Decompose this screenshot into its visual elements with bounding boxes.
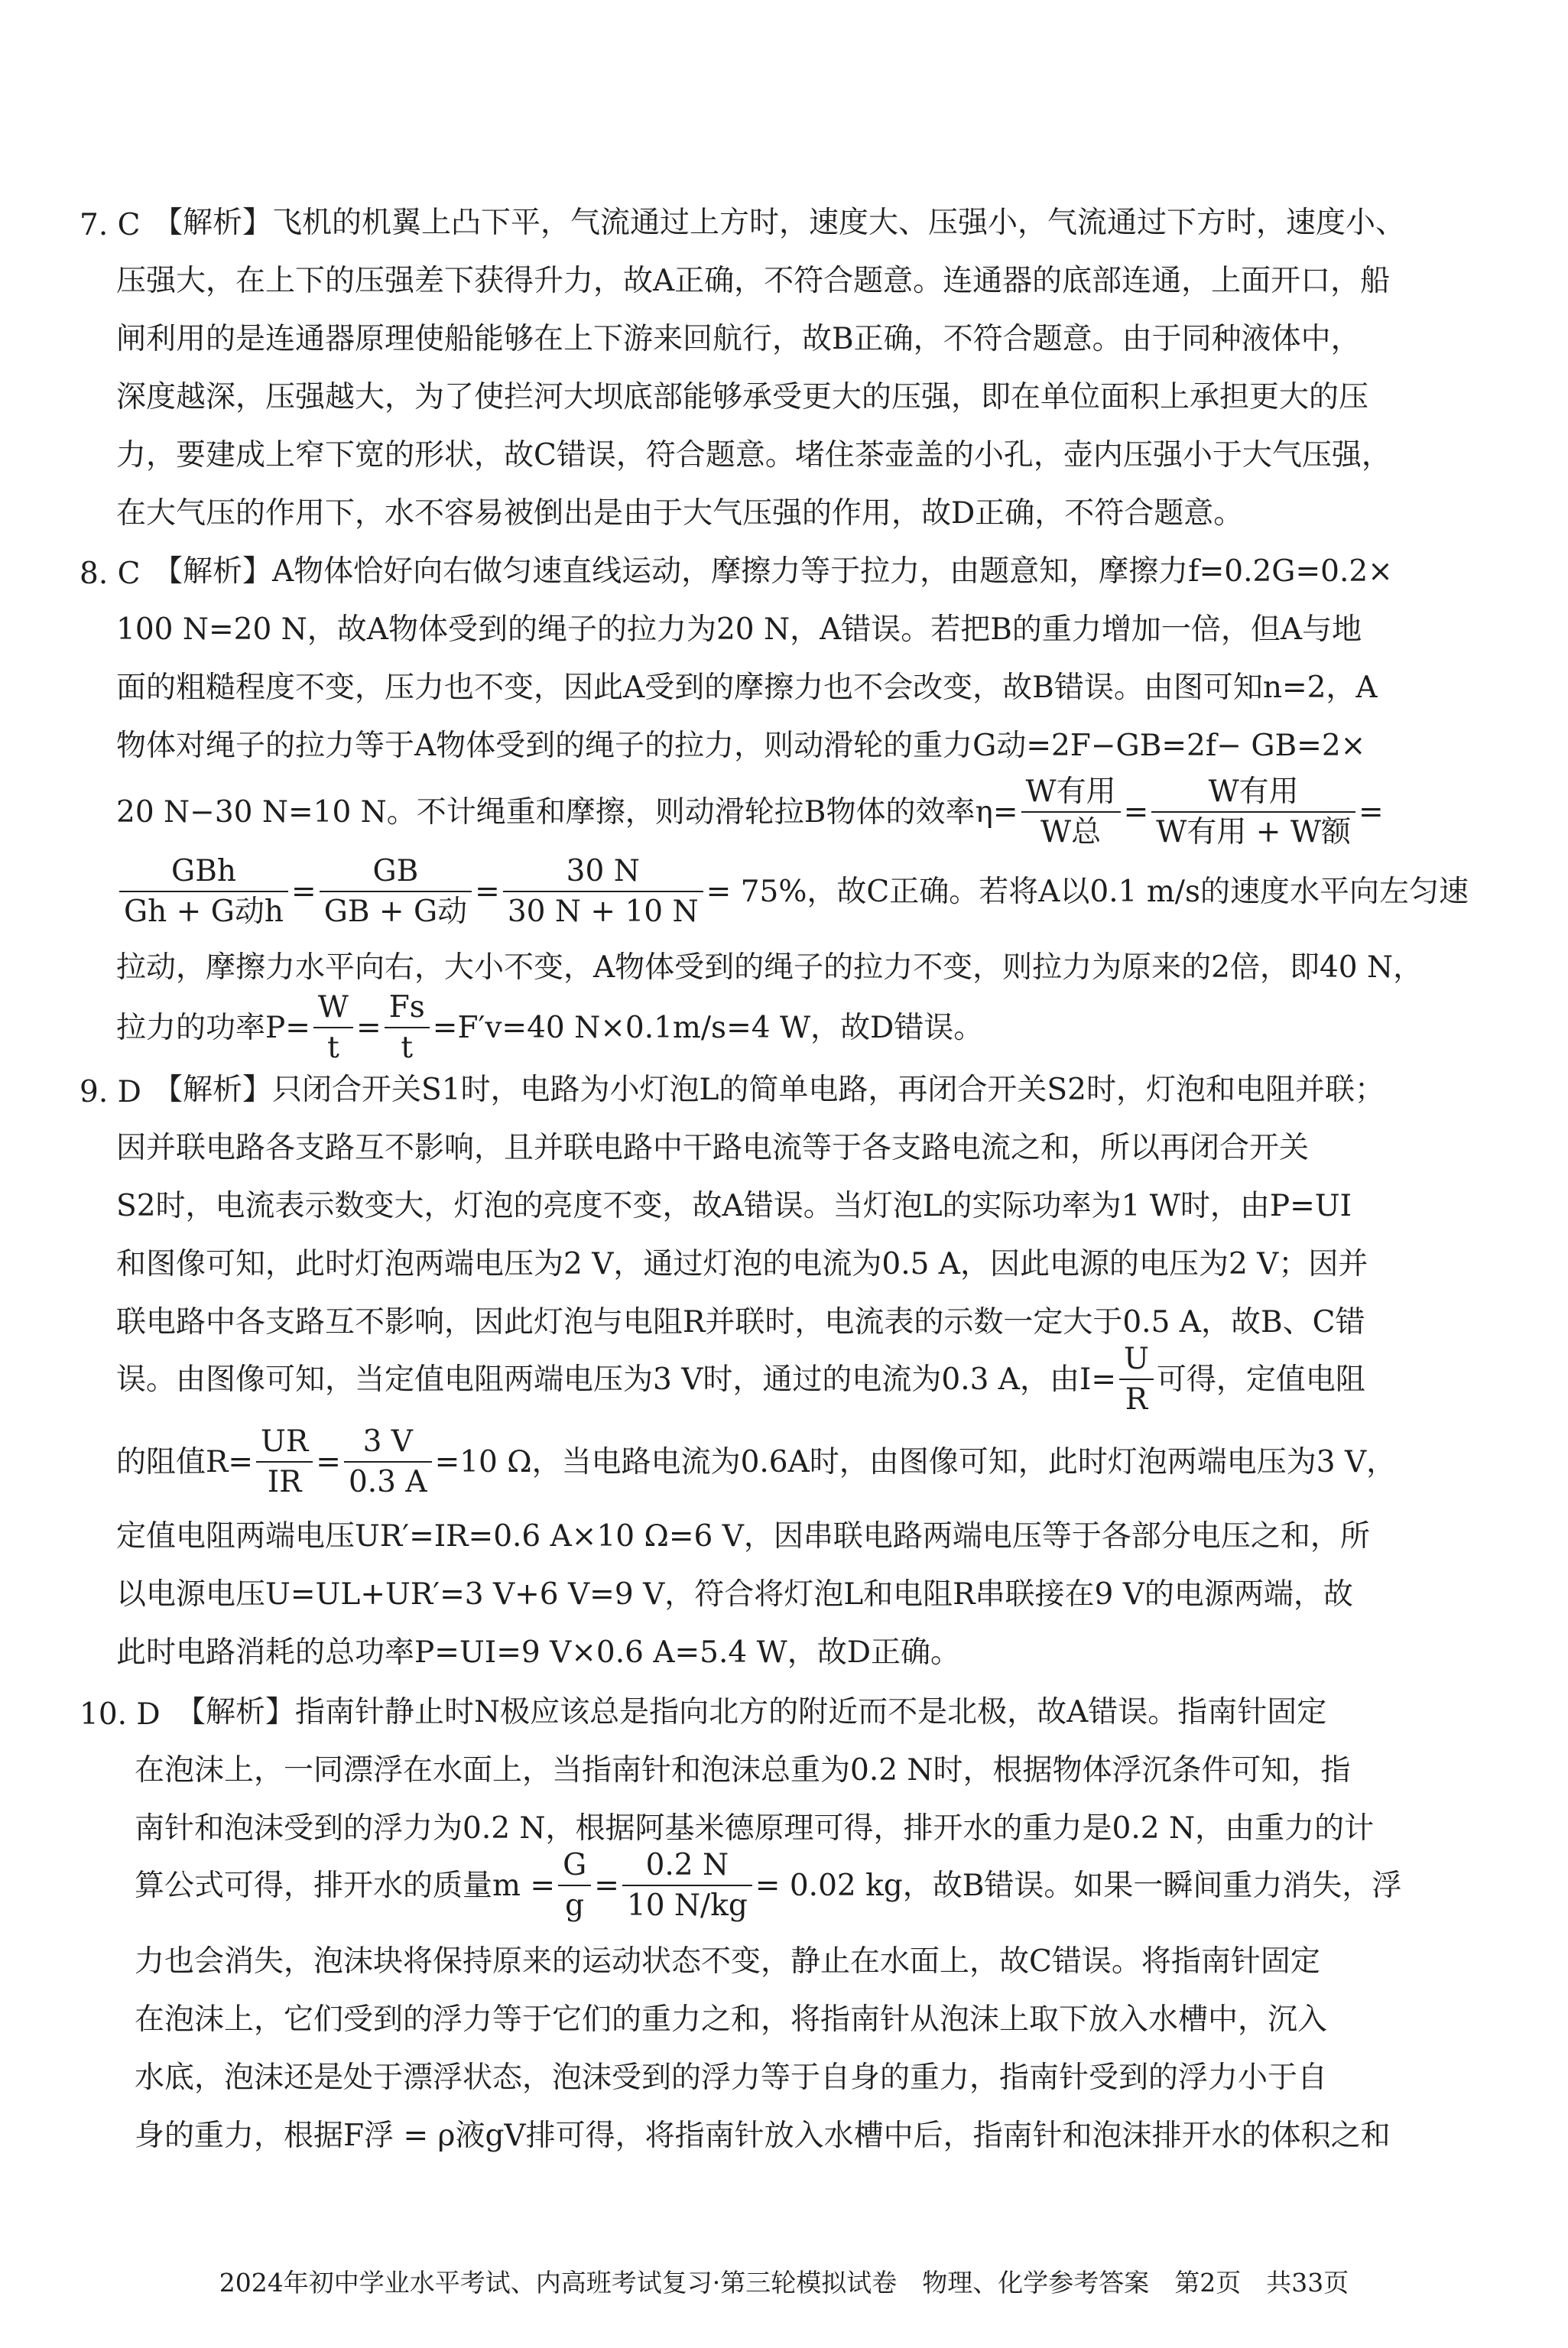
fraction-numerator: U (1119, 1344, 1154, 1380)
answer-8-line-1: 【解析】A物体恰好向右做匀速直线运动，摩擦力等于拉力，由题意知，摩擦力f=0.2G=0.2× (153, 554, 1393, 589)
answer-7-line-5: 力，要建成上窄下宽的形状，故C错误，符合题意。堵住茶壶盖的小孔，壶内压强小于大气压强， (116, 438, 1391, 473)
fraction-numerator: W有用 (1021, 777, 1121, 813)
power-fraction-2 (385, 992, 430, 1063)
fraction-numerator: 0.2 N (622, 1850, 752, 1886)
fraction-denominator: t (401, 1031, 414, 1065)
mass-fraction-1 (558, 1850, 591, 1921)
answer-10-line-7: 水底，泡沫还是处于漂浮状态，泡沫受到的浮力等于自身的重力，指南针受到的浮力小于自 (135, 2061, 1328, 2095)
fraction-denominator: W有用 + W额 (1156, 815, 1351, 849)
efficiency-result: = 75%，故C正确。若将A以0.1 m/s的速度水平向左匀速 (706, 874, 1469, 909)
power-fraction-1 (313, 992, 353, 1063)
fraction-denominator: W总 (1040, 815, 1102, 849)
fraction-denominator: R (1125, 1382, 1148, 1417)
efficiency-fraction-1 (1021, 777, 1121, 847)
fraction-denominator: g (565, 1888, 585, 1923)
fraction-numerator: W有用 (1151, 777, 1355, 813)
answer-9-line-5: 联电路中各支路互不影响，因此灯泡与电阻R并联时，电流表的示数一定大于0.5 A，故B、C错 (116, 1305, 1365, 1340)
resistance-fraction-1 (256, 1424, 313, 1499)
fraction-denominator: 30 N + 10 N (507, 895, 699, 929)
answer-8-line-6: $\frac{\text{GBh}}{\text{Gh + G动h}}$ = $\frac{GB}{\text{GB + G动}}$ = $\frac{30 N}{30 N + 10 N}$ = 75%，故C正确。若将A以0.1 m/s的速度水平向左匀速 (116, 856, 1469, 927)
answer-7-number: 7. C (80, 208, 141, 242)
answer-7-line-6: 在大气压的作用下，水不容易被倒出是由于大气压强的作用，故D正确，不符合题意。 (116, 496, 1244, 531)
power-text: 拉力的功率P= (116, 1010, 310, 1045)
answer-10-line-4: 算公式可得，排开水的质量m = $\frac{G}{g}$ = $\frac{0.2 N}{10 N/kg}$ = 0.02 kg，故B错误。如果一瞬间重力消失，浮 (135, 1848, 1402, 1923)
answer-9-number: 9. D (80, 1075, 141, 1109)
answer-8-number: 8. C (80, 557, 141, 591)
answer-10-line-8: 身的重力，根据F浮 = ρ液gV排可得，将指南针放入水槽中后，指南针和泡沫排开水的体积之和 (135, 2119, 1391, 2153)
fraction-denominator: 10 N/kg (626, 1888, 748, 1923)
ohm-law-tail: 可得，定值电阻 (1156, 1362, 1365, 1397)
efficiency-fraction-2 (1151, 777, 1355, 847)
efficiency-fraction-5 (503, 856, 703, 927)
answer-8-line-2: 100 N=20 N，故A物体受到的绳子的拉力为20 N，A错误。若把B的重力增加一倍，但A与地 (116, 612, 1362, 647)
answer-8-line-3: 面的粗糙程度不变，压力也不变，因此A受到的摩擦力也不会改变，故B错误。由图可知n=2，A (116, 671, 1378, 705)
efficiency-text: 20 N−30 N=10 N。不计绳重和摩擦，则动滑轮拉B物体的效率η= (116, 794, 1018, 830)
answer-10-number: 10. D (80, 1697, 161, 1732)
answer-8-line-8: 拉力的功率P= $\frac{W}{t}$ = $\frac{Fs}{t}$ =F′v=40 N×0.1m/s=4 W，故D错误。 (116, 990, 984, 1065)
fraction-denominator: 0.3 A (348, 1465, 427, 1499)
answer-9-line-10: 此时电路消耗的总功率P=UI=9 V×0.6 A=5.4 W，故D正确。 (116, 1635, 960, 1670)
fraction-denominator: GB + G动 (323, 895, 468, 929)
answer-9-line-8: 定值电阻两端电压UR′=IR=0.6 A×10 Ω=6 V，因串联电路两端电压等于各部分电压之和，所 (116, 1519, 1370, 1554)
mass-text: 算公式可得，排开水的质量m = (135, 1868, 556, 1903)
answer-7-line-3: 闸利用的是连通器原理使船能够在上下游来回航行，故B正确，不符合题意。由于同种液体中， (116, 322, 1361, 356)
answer-9-line-2: 因并联电路各支路互不影响，且并联电路中干路电流等于各支路电流之和，所以再闭合开关 (116, 1131, 1310, 1165)
fraction-denominator: IR (267, 1465, 302, 1499)
answer-10-line-3: 南针和泡沫受到的浮力为0.2 N，根据阿基米德原理可得，排开水的重力是0.2 N，由重力的计 (135, 1811, 1375, 1846)
resistance-result: =10 Ω，当电路电流为0.6A时，由图像可知，此时灯泡两端电压为3 V， (434, 1444, 1397, 1479)
fraction-numerator: GBh (119, 856, 288, 892)
answer-7-line-1: 【解析】飞机的机翼上凸下平，气流通过上方时，速度大、压强小，气流通过下方时，速度小、 (153, 206, 1406, 240)
answer-10-line-6: 在泡沫上，它们受到的浮力等于它们的重力之和，将指南针从泡沫上取下放入水槽中，沉入 (135, 2002, 1328, 2037)
answer-7-line-2: 压强大，在上下的压强差下获得升力，故A正确，不符合题意。连通器的底部连通，上面开口，船 (116, 264, 1391, 298)
answer-9-line-4: 和图像可知，此时灯泡两端电压为2 V，通过灯泡的电流为0.5 A，因此电源的电压为2 V；因并 (116, 1247, 1368, 1281)
page-footer: 2024年初中学业水平考试、内高班考试复习·第三轮模拟试卷 物理、化学参考答案 第2页 共33页 (219, 2268, 1349, 2298)
answer-7-line-4: 深度越深，压强越大，为了使拦河大坝底部能够承受更大的压强，即在单位面积上承担更大的压 (116, 380, 1369, 414)
answer-8-line-4: 物体对绳子的拉力等于A物体受到的绳子的拉力，则动滑轮的重力G动=2F−GB=2f− GB=2× (116, 729, 1366, 763)
ohm-law-fraction (1119, 1342, 1154, 1417)
ohm-law-text: 误。由图像可知，当定值电阻两端电压为3 V时，通过的电流为0.3 A，由I= (116, 1362, 1117, 1397)
answer-10-line-5: 力也会消失，泡沫块将保持原来的运动状态不变，静止在水面上，故C错误。将指南针固定 (135, 1944, 1320, 1979)
fraction-numerator: G (558, 1850, 591, 1886)
fraction-numerator: 3 V (344, 1427, 432, 1463)
efficiency-fraction-4 (320, 856, 472, 927)
answer-10-line-2: 在泡沫上，一同漂浮在水面上，当指南针和泡沫总重为0.2 N时，根据物体浮沉条件可知，指 (135, 1753, 1351, 1788)
answer-8-line-7: 拉动，摩擦力水平向右，大小不变，A物体受到的绳子的拉力不变，则拉力为原来的2倍，即40 N， (116, 950, 1424, 985)
resistance-fraction-2 (344, 1424, 432, 1499)
fraction-numerator: W (313, 992, 353, 1028)
fraction-denominator: Gh + G动h (124, 895, 284, 929)
answer-8-line-5: 20 N−30 N=10 N。不计绳重和摩擦，则动滑轮拉B物体的效率η= $\frac{\text{W有用}}{\text{W总}}$ = $\frac{\text{W有用}}{\text{W有用 + W额}}$ = (116, 775, 1384, 849)
efficiency-fraction-3 (119, 856, 288, 927)
answer-9-line-1: 【解析】只闭合开关S1时，电路为小灯泡L的简单电路，再闭合开关S2时，灯泡和电阻并联； (153, 1073, 1385, 1107)
fraction-numerator: UR (256, 1427, 313, 1463)
answer-9-line-3: S2时，电流表示数变大，灯泡的亮度不变，故A错误。当灯泡L的实际功率为1 W时，由P=UI (116, 1189, 1352, 1223)
answer-10-line-1: 【解析】指南针静止时N极应该总是指向北方的附近而不是北极，故A错误。指南针固定 (176, 1695, 1327, 1729)
answer-9-line-7: 的阻值R= $\frac{UR}{IR}$ = $\frac{3 V}{0.3 A}$ =10 Ω，当电路电流为0.6A时，由图像可知，此时灯泡两端电压为3 V， (116, 1424, 1397, 1499)
power-result: =F′v=40 N×0.1m/s=4 W，故D错误。 (432, 1010, 984, 1045)
mass-fraction-2 (622, 1850, 752, 1921)
answer-9-line-9: 以电源电压U=UL+UR′=3 V+6 V=9 V，符合将灯泡L和电阻R串联接在9 V的电源两端，故 (116, 1577, 1353, 1612)
fraction-numerator: Fs (385, 992, 430, 1028)
fraction-denominator: t (327, 1031, 339, 1065)
resistance-text: 的阻值R= (116, 1444, 254, 1479)
fraction-numerator: GB (320, 856, 472, 892)
answer-9-line-6 (116, 1342, 1365, 1417)
mass-result: = 0.02 kg，故B错误。如果一瞬间重力消失，浮 (755, 1868, 1402, 1903)
fraction-numerator: 30 N (503, 856, 703, 892)
